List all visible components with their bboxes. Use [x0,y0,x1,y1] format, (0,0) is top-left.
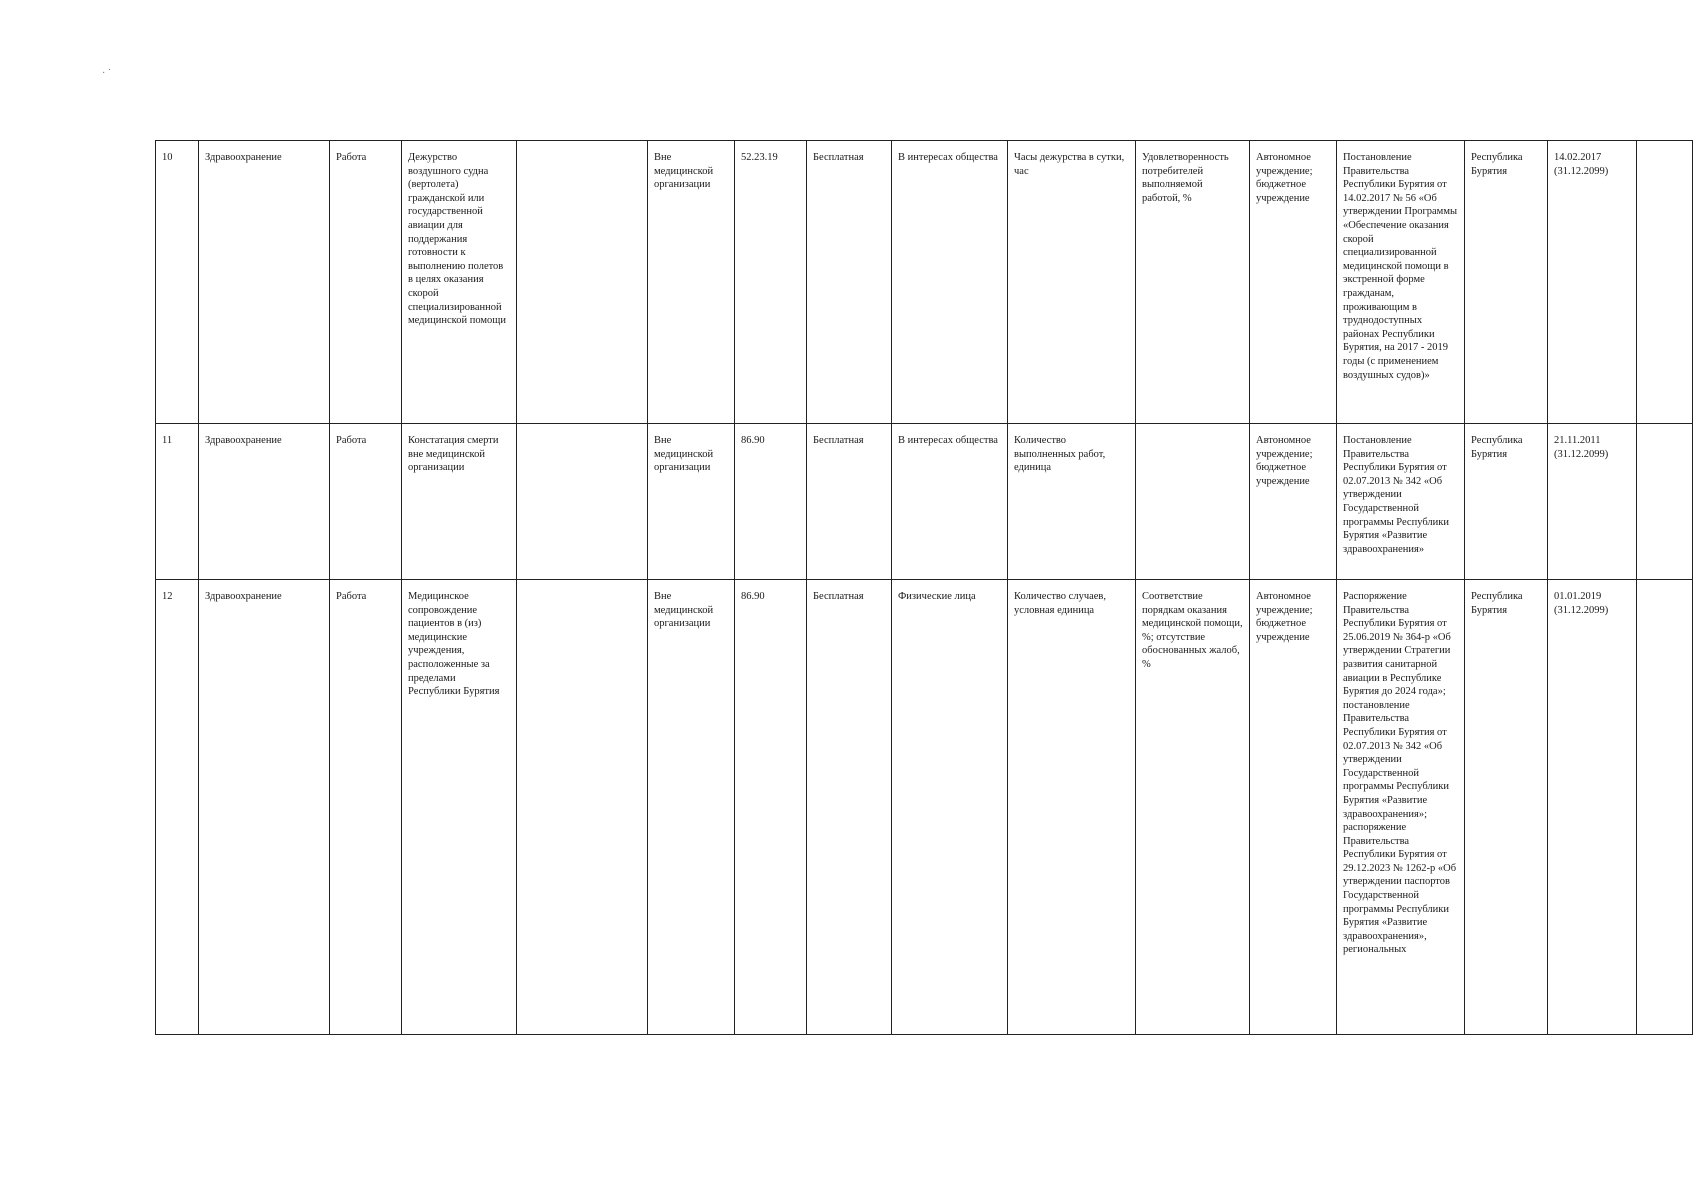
cell-conditions: Вне медицинской организации [648,424,735,580]
cell-dates: 21.11.2011 (31.12.2099) [1548,424,1637,580]
cell-sphere: Здравоохранение [199,424,330,580]
cell-legal-basis: Постановление Правительства Республики Бурятия от 14.02.2017 № 56 «Об утверждении Программы «Обеспечение оказания скорой специализированной медицинской помощи в экстренной форме гражданам, проживающим в труднодоступных районах Республики Бурятия, на 2017 - 2019 годы (с применением воздушных судов)» [1337,141,1465,424]
registry-table [155,140,1693,1035]
cell-level: Республика Бурятия [1465,424,1548,580]
cell-volume-indicator: Количество случаев, условная единица [1008,580,1136,1035]
cell-okved: 86.90 [735,424,807,580]
cell-conditions: Вне медицинской организации [648,580,735,1035]
cell-empty [1637,424,1693,580]
cell-sphere: Здравоохранение [199,141,330,424]
cell-institution-type: Автономное учреждение; бюджетное учреждение [1250,424,1337,580]
cell-conditions: Вне медицинской организации [648,141,735,424]
cell-kind: Работа [330,580,402,1035]
cell-dates: 14.02.2017 (31.12.2099) [1548,141,1637,424]
cell-empty [517,424,648,580]
cell-empty [1637,141,1693,424]
cell-legal-basis: Распоряжение Правительства Республики Бурятия от 25.06.2019 № 364-р «Об утверждении Стратегии развития санитарной авиации в Республике Бурятия до 2024 года»; постановление Правительства Республики Бурятия от 02.07.2013 № 342 «Об утверждении Государственной программы Республики Бурятия «Развитие здравоохранения»; распоряжение Правительства Республики Бурятия от 29.12.2023 № 1262-р «Об утверждении паспортов Государственной программы Республики Бурятия «Развитие здравоохранения», региональных [1337,580,1465,1035]
cell-payment: Бесплатная [807,141,892,424]
cell-consumers: В интересах общества [892,141,1008,424]
table-row [156,424,1693,580]
cell-okved: 86.90 [735,580,807,1035]
cell-level: Республика Бурятия [1465,580,1548,1035]
cell-institution-type: Автономное учреждение; бюджетное учреждение [1250,580,1337,1035]
cell-kind: Работа [330,141,402,424]
cell-quality-indicator [1136,424,1250,580]
cell-volume-indicator: Часы дежурства в сутки, час [1008,141,1136,424]
cell-consumers: Физические лица [892,580,1008,1035]
cell-number: 11 [156,424,199,580]
cell-number: 10 [156,141,199,424]
cell-quality-indicator: Удовлетворенность потребителей выполняемой работой, % [1136,141,1250,424]
cell-payment: Бесплатная [807,424,892,580]
cell-name: Дежурство воздушного судна (вертолета) гражданской или государственной авиации для поддержания готовности к выполнению полетов в целях оказания скорой специализированной медицинской помощи [402,141,517,424]
table-row [156,580,1693,1035]
scan-speck: · ˙ [102,68,112,79]
table-row [156,141,1693,424]
cell-volume-indicator: Количество выполненных работ, единица [1008,424,1136,580]
cell-name: Медицинское сопровождение пациентов в (из) медицинские учреждения, расположенные за пределами Республики Бурятия [402,580,517,1035]
cell-sphere: Здравоохранение [199,580,330,1035]
cell-level: Республика Бурятия [1465,141,1548,424]
cell-legal-basis: Постановление Правительства Республики Бурятия от 02.07.2013 № 342 «Об утверждении Государственной программы Республики Бурятия «Развитие здравоохранения» [1337,424,1465,580]
cell-payment: Бесплатная [807,580,892,1035]
cell-number: 12 [156,580,199,1035]
cell-kind: Работа [330,424,402,580]
cell-quality-indicator: Соответствие порядкам оказания медицинской помощи, %; отсутствие обоснованных жалоб, % [1136,580,1250,1035]
cell-institution-type: Автономное учреждение; бюджетное учреждение [1250,141,1337,424]
cell-empty [517,141,648,424]
cell-okved: 52.23.19 [735,141,807,424]
cell-dates: 01.01.2019 (31.12.2099) [1548,580,1637,1035]
cell-empty [1637,580,1693,1035]
cell-name: Констатация смерти вне медицинской организации [402,424,517,580]
cell-consumers: В интересах общества [892,424,1008,580]
cell-empty [517,580,648,1035]
